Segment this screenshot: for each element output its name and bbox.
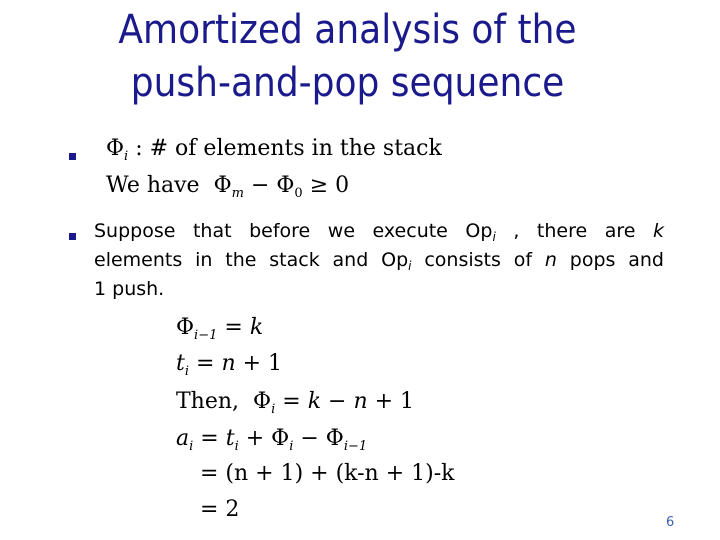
potential-inequality: [106, 173, 349, 199]
definition-text: : # of elements in the stack: [135, 136, 442, 161]
geq-zero: ≥ 0: [309, 173, 350, 198]
bullet-square-icon: [69, 233, 76, 240]
equation-phi-i-minus-1: $\Phi_{i-1} = k$: [176, 315, 264, 343]
minus-phi: − Φ: [250, 173, 295, 198]
equation-expansion: = (n + 1) + (k-n + 1)-k: [200, 461, 455, 486]
equation-then-phi-i: Then, $\Phi_i = k - n + 1$: [176, 389, 415, 417]
equation-t-i: $t_i = n + 1$: [176, 351, 283, 379]
bullet-2-line-1: Suppose that before we execute $Op_i$ , there are k: [94, 220, 664, 244]
bullet-2-line-3: 1 push.: [94, 278, 165, 300]
phi-symbol: Φ: [106, 136, 125, 161]
equation-amortized-cost: $a_i = t_i + \Phi_i - \Phi_{i-1}$: [176, 426, 368, 454]
we-have-text: We have: [106, 173, 200, 198]
subscript-0: 0: [294, 186, 303, 201]
bullet-2-text: [94, 217, 664, 304]
subscript-m: m: [231, 186, 244, 201]
bullet-square-icon: [69, 153, 76, 160]
potential-definition: [106, 136, 442, 162]
subscript-i: i: [124, 149, 129, 164]
equation-result: = 2: [200, 497, 240, 522]
page-number: 6: [666, 515, 675, 530]
slide-title-line-1: Amortized analysis of the: [118, 7, 577, 53]
slide-title-line-2: push-and-pop sequence: [130, 60, 565, 106]
phi-symbol: Φ: [213, 173, 232, 198]
bullet-2-line-2: elements in the stack and $Op_i$ consists of n pops and: [94, 249, 664, 273]
